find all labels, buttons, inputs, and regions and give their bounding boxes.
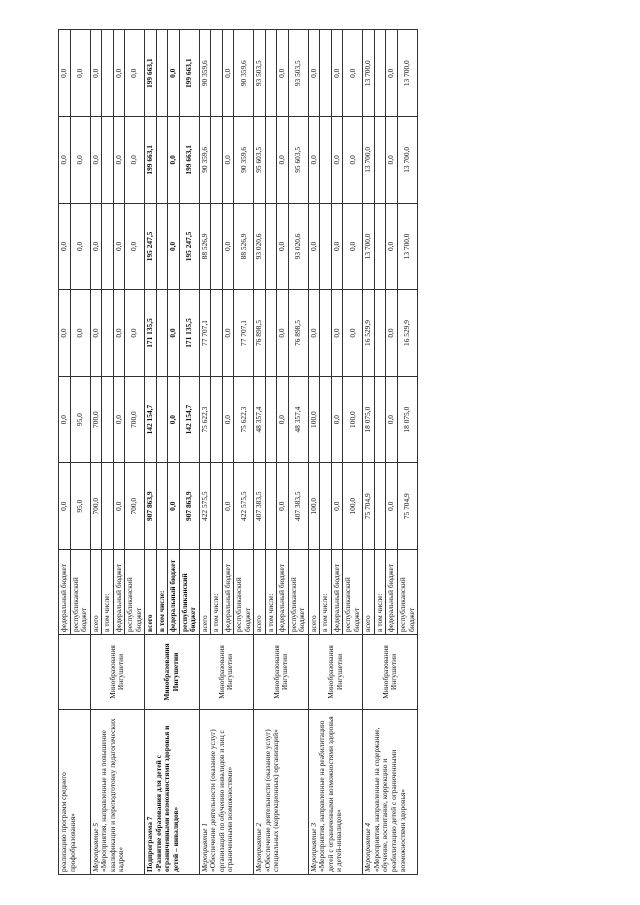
amount-cell: 0,0 <box>386 463 398 550</box>
funding-source-label: всего <box>363 550 375 635</box>
amount-cell: 0,0 <box>168 463 180 550</box>
amount-cell: 0,0 <box>386 203 398 290</box>
amount-cell: 0,0 <box>90 117 102 204</box>
amount-cell: 100,0 <box>308 463 320 550</box>
amount-cell <box>265 203 277 290</box>
amount-cell: 88 526,9 <box>199 203 211 290</box>
amount-cell: 100,0 <box>343 463 363 550</box>
amount-cell <box>374 30 386 117</box>
funding-source-label: в том числе: <box>102 550 114 635</box>
amount-cell <box>320 203 332 290</box>
program-title: Мероприятие 4 <box>363 822 373 872</box>
amount-cell: 0,0 <box>343 290 363 377</box>
program-description: «Обеспечение деятельности (оказание услуг) организаций по обучению инвалидов и лиц с ограниченными возможностями» <box>208 729 235 872</box>
funding-source-label: в том числе: <box>211 550 223 635</box>
amount-cell: 199 663,1 <box>179 117 199 204</box>
amount-cell: 76 898,5 <box>288 290 308 377</box>
funding-source-label: в том числе: <box>265 550 277 635</box>
amount-cell: 93 020,6 <box>288 203 308 290</box>
table-row <box>145 30 157 875</box>
amount-cell: 13 700,0 <box>363 117 375 204</box>
amount-cell: 0,0 <box>386 117 398 204</box>
amount-cell: 95 603,5 <box>254 117 266 204</box>
amount-cell: 90 359,6 <box>199 117 211 204</box>
amount-cell: 77 707,1 <box>199 290 211 377</box>
amount-cell: 0,0 <box>222 117 234 204</box>
amount-cell: 18 075,0 <box>397 376 417 463</box>
funding-source-label: в том числе: <box>156 550 168 635</box>
amount-cell: 195 247,5 <box>179 203 199 290</box>
funding-source-label: всего <box>254 550 266 635</box>
amount-cell <box>265 463 277 550</box>
amount-cell <box>374 203 386 290</box>
table-row <box>308 30 320 875</box>
amount-cell: 195 247,5 <box>145 203 157 290</box>
amount-cell: 0,0 <box>168 117 180 204</box>
program-title: Мероприятие 1 <box>199 822 209 872</box>
executor-cell <box>59 635 91 710</box>
amount-cell: 95,0 <box>70 376 90 463</box>
amount-cell: 75 704,9 <box>363 463 375 550</box>
executor-cell: Минобразования Ингушетии <box>308 635 363 710</box>
amount-cell: 16 529,9 <box>397 290 417 377</box>
amount-cell: 0,0 <box>90 30 102 117</box>
amount-cell: 0,0 <box>308 30 320 117</box>
amount-cell <box>374 117 386 204</box>
amount-cell: 422 575,5 <box>199 463 211 550</box>
table-row <box>59 30 71 875</box>
amount-cell: 700,0 <box>125 463 145 550</box>
program-name-cell <box>254 710 309 875</box>
amount-cell: 0,0 <box>59 203 71 290</box>
program-title: Подпрограмма 7 <box>145 816 155 872</box>
amount-cell: 0,0 <box>113 376 125 463</box>
amount-cell <box>156 117 168 204</box>
rotated-page <box>58 30 640 875</box>
amount-cell <box>211 290 223 377</box>
program-name-cell <box>308 710 363 875</box>
amount-cell: 0,0 <box>331 290 343 377</box>
funding-source-label: всего <box>90 550 102 635</box>
program-description: «Мероприятия, направленные на повышение квалификации и переподготовку педагогических кадров» <box>99 718 126 872</box>
amount-cell: 48 357,4 <box>254 376 266 463</box>
amount-cell: 0,0 <box>90 290 102 377</box>
program-description: реализацию программ среднего профобразования» <box>59 772 77 872</box>
funding-source-label: федеральный бюджет <box>59 550 71 635</box>
amount-cell: 16 529,9 <box>363 290 375 377</box>
funding-source-label: в том числе: <box>374 550 386 635</box>
amount-cell <box>102 376 114 463</box>
amount-cell: 142 154,7 <box>145 376 157 463</box>
amount-cell: 0,0 <box>113 117 125 204</box>
amount-cell: 0,0 <box>343 117 363 204</box>
amount-cell: 0,0 <box>125 117 145 204</box>
amount-cell <box>211 376 223 463</box>
amount-cell: 0,0 <box>168 290 180 377</box>
program-description: «Развитие образования для детей с ограниченными возможностями здоровья и детей – инвалидов» <box>153 725 180 872</box>
funding-source-label: федеральный бюджет <box>222 550 234 635</box>
program-title: Мероприятие 2 <box>254 822 264 872</box>
amount-cell: 90 359,6 <box>234 30 254 117</box>
amount-cell: 0,0 <box>222 376 234 463</box>
amount-cell: 0,0 <box>308 203 320 290</box>
funding-source-label: всего <box>145 550 157 635</box>
amount-cell: 0,0 <box>222 290 234 377</box>
amount-cell: 76 898,5 <box>254 290 266 377</box>
amount-cell: 700,0 <box>90 463 102 550</box>
amount-cell: 0,0 <box>331 463 343 550</box>
amount-cell: 0,0 <box>59 376 71 463</box>
amount-cell: 0,0 <box>125 30 145 117</box>
amount-cell: 13 700,0 <box>363 30 375 117</box>
amount-cell: 0,0 <box>125 290 145 377</box>
amount-cell: 0,0 <box>277 117 289 204</box>
amount-cell: 13 700,0 <box>397 30 417 117</box>
amount-cell <box>320 117 332 204</box>
program-title: Мероприятие 5 <box>90 822 100 872</box>
amount-cell: 0,0 <box>59 463 71 550</box>
amount-cell: 0,0 <box>222 30 234 117</box>
amount-cell: 199 663,1 <box>145 30 157 117</box>
table-row <box>363 30 375 875</box>
amount-cell <box>211 203 223 290</box>
amount-cell: 0,0 <box>70 117 90 204</box>
funding-source-label: республиканский бюджет <box>125 550 145 635</box>
amount-cell: 199 663,1 <box>145 117 157 204</box>
amount-cell: 0,0 <box>277 376 289 463</box>
amount-cell: 75 704,9 <box>397 463 417 550</box>
amount-cell: 907 863,9 <box>145 463 157 550</box>
amount-cell: 0,0 <box>343 203 363 290</box>
amount-cell: 407 383,5 <box>254 463 266 550</box>
amount-cell: 0,0 <box>308 290 320 377</box>
amount-cell: 700,0 <box>90 376 102 463</box>
amount-cell <box>102 117 114 204</box>
amount-cell: 93 503,5 <box>288 30 308 117</box>
amount-cell <box>265 290 277 377</box>
amount-cell <box>102 290 114 377</box>
amount-cell: 0,0 <box>70 290 90 377</box>
amount-cell: 88 526,9 <box>234 203 254 290</box>
amount-cell <box>102 30 114 117</box>
funding-source-label: всего <box>199 550 211 635</box>
amount-cell <box>265 117 277 204</box>
amount-cell: 142 154,7 <box>179 376 199 463</box>
amount-cell <box>320 290 332 377</box>
program-name-cell <box>199 710 254 875</box>
amount-cell: 171 135,5 <box>179 290 199 377</box>
amount-cell <box>156 290 168 377</box>
amount-cell: 0,0 <box>331 117 343 204</box>
amount-cell: 700,0 <box>125 376 145 463</box>
amount-cell <box>211 117 223 204</box>
amount-cell: 90 359,6 <box>234 117 254 204</box>
amount-cell: 171 135,5 <box>145 290 157 377</box>
amount-cell: 0,0 <box>343 30 363 117</box>
amount-cell: 93 503,5 <box>254 30 266 117</box>
amount-cell: 93 020,6 <box>254 203 266 290</box>
budget-table <box>58 29 418 875</box>
amount-cell: 100,0 <box>343 376 363 463</box>
amount-cell <box>374 463 386 550</box>
amount-cell <box>156 203 168 290</box>
amount-cell: 90 359,6 <box>199 30 211 117</box>
amount-cell: 0,0 <box>222 463 234 550</box>
amount-cell <box>374 290 386 377</box>
amount-cell: 75 622,3 <box>234 376 254 463</box>
amount-cell: 0,0 <box>168 203 180 290</box>
amount-cell: 0,0 <box>59 30 71 117</box>
program-name-cell <box>90 710 145 875</box>
amount-cell: 0,0 <box>386 30 398 117</box>
program-description: «Мероприятия, направленные на реабилитацию детей с ограниченными возможностями здоровья и детей-инвалидов» <box>317 716 344 872</box>
amount-cell: 0,0 <box>168 30 180 117</box>
amount-cell: 0,0 <box>308 117 320 204</box>
amount-cell <box>265 376 277 463</box>
amount-cell: 18 075,0 <box>363 376 375 463</box>
program-title: Мероприятие 3 <box>308 822 318 872</box>
table-row <box>90 30 102 875</box>
amount-cell: 48 357,4 <box>288 376 308 463</box>
amount-cell <box>374 376 386 463</box>
funding-source-label: федеральный бюджет <box>331 550 343 635</box>
amount-cell: 0,0 <box>113 203 125 290</box>
amount-cell <box>211 463 223 550</box>
amount-cell <box>320 463 332 550</box>
table-row <box>199 30 211 875</box>
amount-cell: 0,0 <box>90 203 102 290</box>
table-body <box>59 30 418 875</box>
executor-cell: Минобразования Ингушетии <box>90 635 145 710</box>
amount-cell: 75 622,3 <box>199 376 211 463</box>
funding-source-label: республиканский бюджет <box>288 550 308 635</box>
amount-cell <box>102 203 114 290</box>
amount-cell: 0,0 <box>125 203 145 290</box>
executor-cell: Минобразования Ингушетии <box>199 635 254 710</box>
amount-cell: 95,0 <box>70 463 90 550</box>
amount-cell: 0,0 <box>113 290 125 377</box>
amount-cell: 13 700,0 <box>397 117 417 204</box>
amount-cell: 407 383,5 <box>288 463 308 550</box>
amount-cell: 0,0 <box>331 30 343 117</box>
amount-cell <box>156 30 168 117</box>
funding-source-label: в том числе: <box>320 550 332 635</box>
funding-source-label: республиканский бюджет <box>343 550 363 635</box>
amount-cell: 0,0 <box>168 376 180 463</box>
amount-cell: 0,0 <box>277 290 289 377</box>
amount-cell: 13 700,0 <box>397 203 417 290</box>
amount-cell <box>156 376 168 463</box>
amount-cell: 100,0 <box>308 376 320 463</box>
amount-cell: 0,0 <box>59 117 71 204</box>
program-description: «Мероприятия, направленные на содержание, обучение, воспитание, коррекцию и реабилитацию детей с ограниченными возможностями здоровья» <box>371 727 407 872</box>
amount-cell: 0,0 <box>277 463 289 550</box>
amount-cell: 77 707,1 <box>234 290 254 377</box>
funding-source-label: федеральный бюджет <box>386 550 398 635</box>
table-row <box>254 30 266 875</box>
amount-cell: 0,0 <box>113 463 125 550</box>
funding-source-label: федеральный бюджет <box>168 550 180 635</box>
amount-cell: 0,0 <box>331 203 343 290</box>
amount-cell: 907 863,9 <box>179 463 199 550</box>
program-description: «Обеспечение деятельности (оказание услуг) специальных (коррекционных) организаций» <box>262 729 281 872</box>
program-name-cell <box>59 710 91 875</box>
amount-cell: 13 700,0 <box>363 203 375 290</box>
program-name-cell <box>145 710 200 875</box>
amount-cell: 0,0 <box>70 30 90 117</box>
amount-cell: 0,0 <box>331 376 343 463</box>
funding-source-label: республиканский бюджет <box>70 550 90 635</box>
amount-cell <box>211 30 223 117</box>
funding-source-label: республиканский бюджет <box>397 550 417 635</box>
executor-cell: Минобразования Ингушетии <box>145 635 200 710</box>
program-name-cell <box>363 710 418 875</box>
funding-source-label: федеральный бюджет <box>277 550 289 635</box>
amount-cell <box>102 463 114 550</box>
amount-cell <box>320 376 332 463</box>
funding-source-label: всего <box>308 550 320 635</box>
funding-source-label: республиканский бюджет <box>179 550 199 635</box>
amount-cell: 0,0 <box>386 290 398 377</box>
amount-cell: 199 663,1 <box>179 30 199 117</box>
amount-cell: 0,0 <box>59 290 71 377</box>
amount-cell <box>265 30 277 117</box>
executor-cell: Минобразования Ингушетии <box>254 635 309 710</box>
amount-cell <box>156 463 168 550</box>
amount-cell: 0,0 <box>113 30 125 117</box>
amount-cell: 0,0 <box>222 203 234 290</box>
amount-cell: 0,0 <box>277 203 289 290</box>
amount-cell: 0,0 <box>277 30 289 117</box>
amount-cell <box>320 30 332 117</box>
executor-cell: Минобразования Ингушетии <box>363 635 418 710</box>
funding-source-label: федеральный бюджет <box>113 550 125 635</box>
funding-source-label: республиканский бюджет <box>234 550 254 635</box>
amount-cell: 422 575,5 <box>234 463 254 550</box>
amount-cell: 0,0 <box>70 203 90 290</box>
amount-cell: 95 603,5 <box>288 117 308 204</box>
amount-cell: 0,0 <box>386 376 398 463</box>
